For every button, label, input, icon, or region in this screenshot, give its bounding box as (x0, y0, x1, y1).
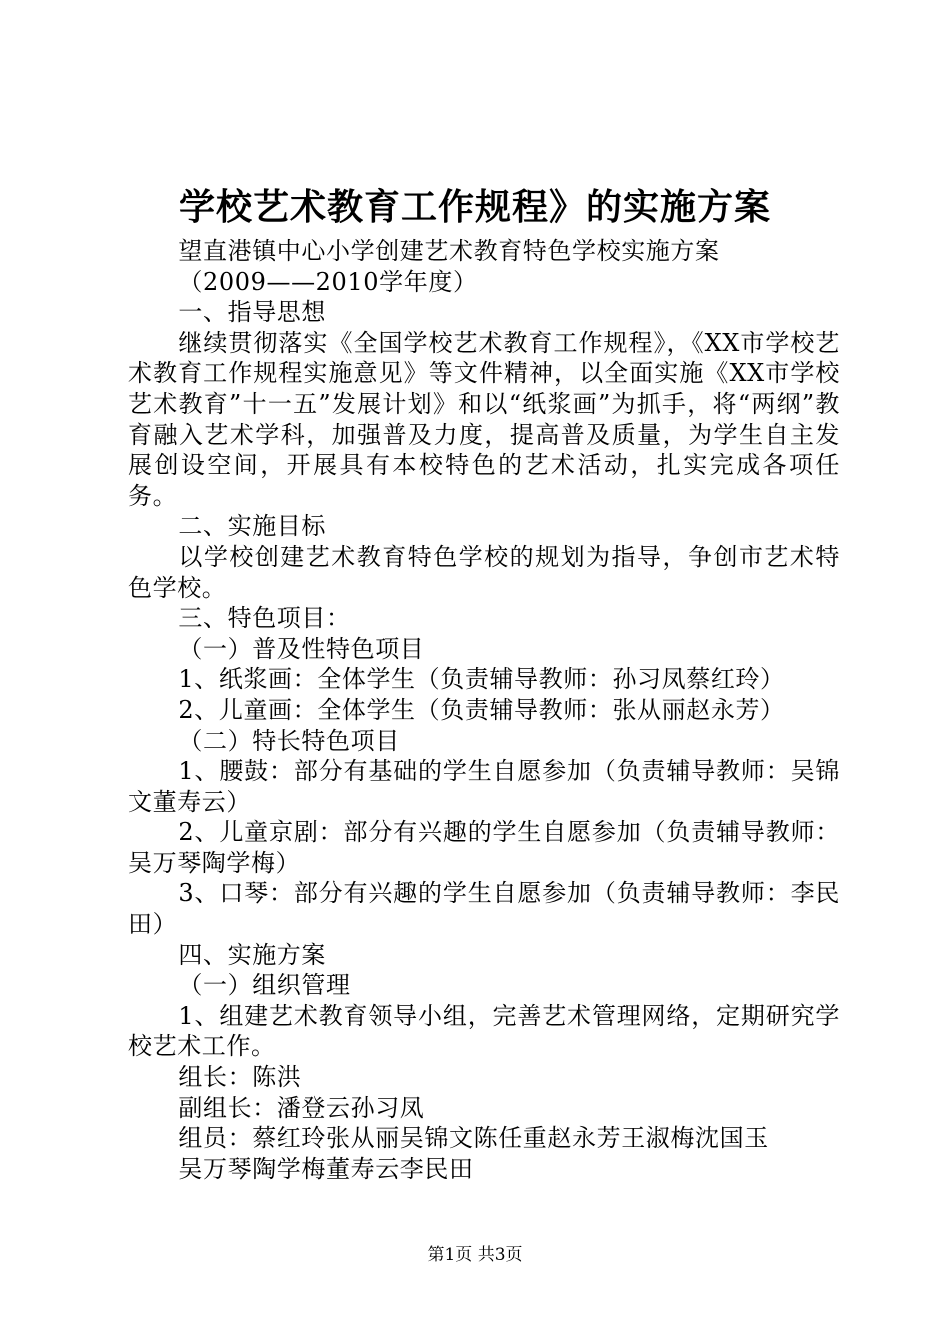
document-body (128, 236, 840, 1184)
subheading-organization-management: （一）组织管理 (178, 971, 351, 1000)
paragraph-group-members: 组员：蔡红玲张从丽吴锦文陈任重赵永芳王淑梅沈国玉 (178, 1124, 769, 1153)
list-item-waist-drum: 1、腰鼓：部分有基础的学生自愿参加（负责辅导教师：吴锦文董寿云） (128, 757, 840, 816)
paragraph-deputy-leader: 副组长：潘登云孙习凤 (178, 1093, 425, 1122)
list-item-harmonica: 3、口琴：部分有兴趣的学生自愿参加（负责辅导教师：李民田） (128, 879, 840, 939)
paragraph-guiding-ideology: 继续贯彻落实《全国学校艺术教育工作规程》，《XX市学校艺术教育工作规程实施意见》等文件精神，以全面实施《XX市学校艺术教育”十一五”发展计划》和以“纸浆画”为抓手，将“两纲”教育融入艺术学科，加强普及力度，提高普及质量，为学生自主发展创设空间，开展具有本校特色的艺术活动，扎实完成各项任务。 (128, 328, 840, 510)
paragraph-group-members-continued: 吴万琴陶学梅董寿云李民田 (178, 1154, 474, 1183)
list-item-children-painting: 2、儿童画：全体学生（负责辅导教师：张从丽赵永芳） (178, 695, 785, 724)
section-heading-implementation-goals: 二、实施目标 (178, 512, 326, 541)
paragraph-school-year: （2009——2010学年度） (178, 267, 478, 296)
list-item-children-peking-opera: 2、儿童京剧：部分有兴趣的学生自愿参加（负责辅导教师：吴万琴陶学梅） (128, 818, 840, 877)
subheading-popular-projects: （一）普及性特色项目 (178, 634, 425, 663)
paragraph-group-leader: 组长：陈洪 (178, 1063, 302, 1092)
section-heading-featured-projects: 三、特色项目： (178, 604, 351, 633)
list-item-paper-pulp-painting: 1、纸浆画：全体学生（负责辅导教师：孙习凤蔡红玲） (178, 665, 785, 694)
section-heading-implementation-plan: 四、实施方案 (178, 940, 326, 969)
section-heading-guiding-ideology: 一、指导思想 (178, 298, 326, 327)
paragraph-implementation-goals: 以学校创建艺术教育特色学校的规划为指导，争创市艺术特色学校。 (128, 542, 840, 602)
document-title: 学校艺术教育工作规程》的实施方案 (178, 186, 771, 228)
page-number-footer: 第1页 共3页 (427, 1245, 523, 1265)
paragraph-school-plan-title: 望直港镇中心小学创建艺术教育特色学校实施方案 (178, 237, 720, 265)
paragraph-leadership-group: 1、组建艺术教育领导小组，完善艺术管理网络，定期研究学校艺术工作。 (128, 1001, 840, 1061)
subheading-specialty-projects: （二）特长特色项目 (178, 726, 400, 755)
